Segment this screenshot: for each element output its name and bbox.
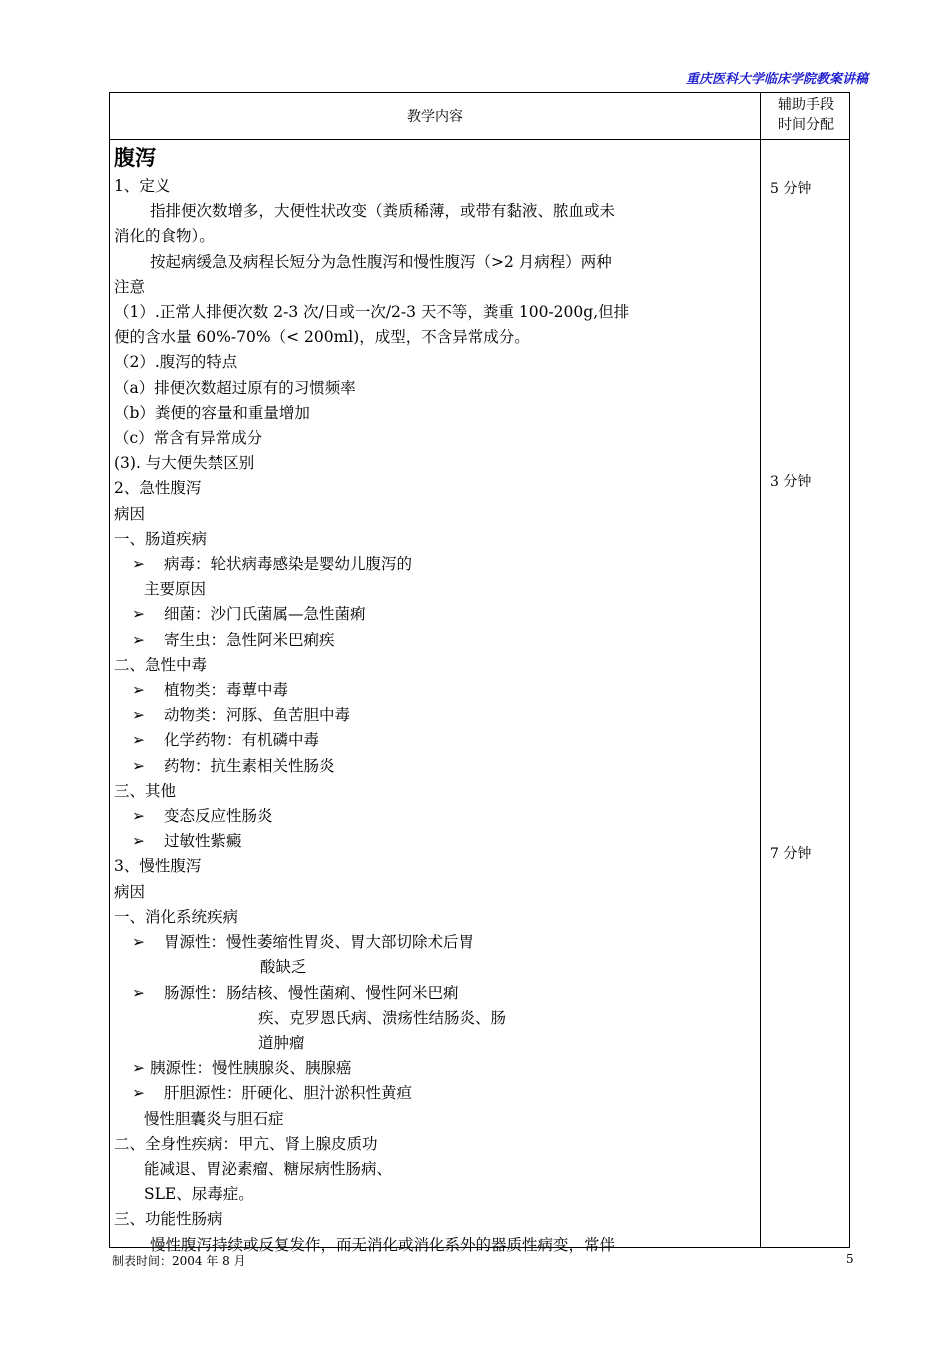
text-line: 注意: [114, 277, 146, 296]
bullet-item: ➢ 肝胆源性：肝硬化、胆汁淤积性黄疸: [114, 1081, 756, 1106]
bullet-item: ➢ 胰源性：慢性胰腺炎、胰腺癌: [114, 1056, 756, 1081]
column-divider: [760, 93, 761, 1247]
text-line: 便的含水量 60%-70%（< 200ml)，成型，不含异常成分。: [114, 328, 530, 347]
text-line: 1、定义: [114, 177, 171, 195]
bullet-item: ➢ 细菌：沙门氏菌属—急性菌痢: [114, 602, 756, 627]
bullet-arrow-icon: ➢: [132, 1084, 145, 1103]
text-line: （1）.正常人排便次数 2-3 次/日或一次/2-3 天不等，粪重 100-200g,但排: [114, 303, 630, 322]
text-line: 二、全身性疾病：甲亢、肾上腺皮质功: [114, 1134, 378, 1153]
bullet-arrow-icon: ➢: [132, 756, 145, 775]
bullet-arrow-icon: ➢: [132, 555, 145, 574]
text-line: 道肿瘤: [258, 1033, 305, 1052]
text-line: 一、肠道疾病: [114, 529, 208, 548]
time-allocation: 7 分钟: [770, 846, 812, 862]
page-number: 5: [846, 1252, 854, 1266]
bullet-item: ➢ 过敏性紫癜: [114, 829, 756, 854]
text-line: （2）.腹泻的特点: [114, 353, 238, 372]
lesson-table: [109, 92, 850, 1254]
text-line: （a）排便次数超过原有的习惯频率: [114, 378, 356, 397]
text-line: 疾、克罗恩氏病、溃疡性结肠炎、肠: [258, 1008, 507, 1027]
text-line: 2、急性腹泻: [114, 479, 202, 498]
bullet-arrow-icon: ➢: [132, 605, 145, 624]
bullet-arrow-icon: ➢: [132, 706, 145, 725]
bullet-arrow-icon: ➢: [132, 681, 145, 700]
bullet-item: ➢ 动物类：河豚、鱼苦胆中毒: [114, 703, 756, 728]
text-line: 病因: [114, 882, 146, 901]
aux-label-1: 辅助手段: [778, 97, 834, 113]
text-line: 三、其他: [114, 781, 177, 800]
aux-label-2: 时间分配: [778, 117, 834, 133]
aux-column-header: [762, 95, 850, 135]
bullet-arrow-icon: ➢: [132, 983, 145, 1002]
text-line: 消化的食物）。: [114, 227, 215, 246]
bullet-item: ➢ 药物：抗生素相关性肠炎: [114, 754, 756, 779]
time-allocation: 3 分钟: [770, 474, 812, 490]
content-column-header: 教学内容: [407, 109, 463, 125]
bullet-item: ➢ 化学药物：有机磷中毒: [114, 728, 756, 753]
text-line: 能减退、胃泌素瘤、糖尿病性肠病、: [144, 1159, 393, 1178]
lesson-content: [114, 142, 756, 1258]
bullet-arrow-icon: ➢: [132, 933, 145, 952]
table-header-row: [110, 93, 849, 140]
bullet-item: ➢ 肠源性：肠结核、慢性菌痢、慢性阿米巴痢: [114, 981, 756, 1006]
bullet-arrow-icon: ➢: [132, 731, 145, 750]
bullet-item: ➢ 胃源性：慢性萎缩性胃炎、胃大部切除术后胃: [114, 930, 756, 955]
footer-date: 制表时间：2004 年 8 月: [112, 1254, 246, 1268]
bullet-item: ➢ 变态反应性肠炎: [114, 804, 756, 829]
bullet-item: ➢ 寄生虫：急性阿米巴痢疾: [114, 628, 756, 653]
bullet-arrow-icon: ➢: [132, 832, 145, 851]
time-allocation: 5 分钟: [770, 181, 812, 197]
bullet-item: ➢ 植物类：毒蕈中毒: [114, 678, 756, 703]
text-line: （c）常含有异常成分: [114, 429, 263, 448]
text-line: 主要原因: [144, 580, 207, 599]
text-line: 二、急性中毒: [114, 655, 208, 674]
text-line: 一、消化系统疾病: [114, 907, 239, 926]
bullet-arrow-icon: ➢: [132, 1059, 145, 1078]
text-line: 慢性腹泻持续或反复发作，而无消化或消化系外的器质性病变，常伴: [150, 1235, 616, 1254]
text-line: (3). 与大便失禁区别: [114, 454, 255, 473]
page-header: 重庆医科大学临床学院教案讲稿: [685, 72, 868, 87]
text-line: 指排便次数增多，大便性状改变（粪质稀薄，或带有黏液、脓血或未: [150, 202, 616, 221]
text-line: 三、功能性肠病: [114, 1210, 223, 1229]
text-line: （b）粪便的容量和重量增加: [114, 403, 310, 422]
bullet-item: ➢ 病毒：轮状病毒感染是婴幼儿腹泻的: [114, 552, 756, 577]
text-line: 按起病缓急及病程长短分为急性腹泻和慢性腹泻（>2 月病程）两种: [150, 252, 612, 271]
text-line: 慢性胆囊炎与胆石症: [144, 1109, 284, 1128]
bullet-arrow-icon: ➢: [132, 630, 145, 649]
text-line: 3、慢性腹泻: [114, 857, 202, 876]
bullet-arrow-icon: ➢: [132, 807, 145, 826]
text-line: 酸缺乏: [260, 958, 307, 977]
text-line: SLE、尿毒症。: [144, 1185, 254, 1204]
text-line: 病因: [114, 504, 146, 523]
lesson-title: 腹泻: [114, 146, 156, 170]
